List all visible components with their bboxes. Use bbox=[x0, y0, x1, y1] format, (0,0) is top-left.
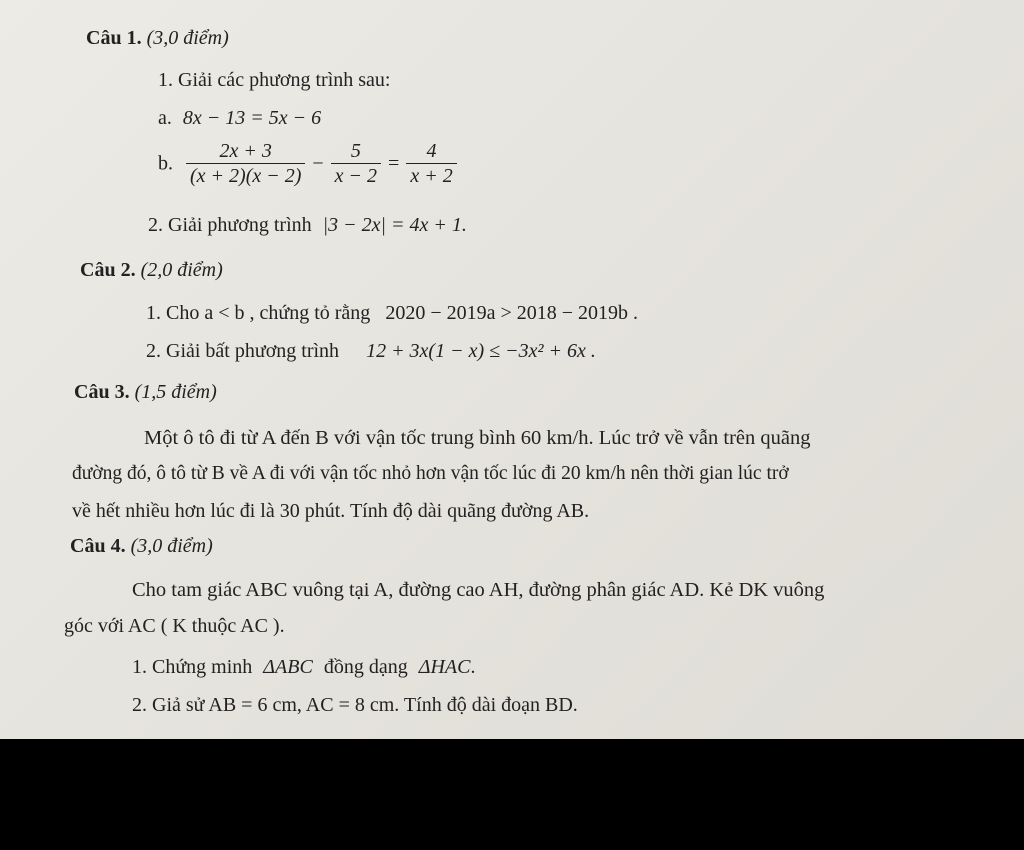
q2-item1 bbox=[146, 301, 638, 325]
q2-item2 bbox=[146, 339, 596, 363]
q1-b-fraction-2 bbox=[331, 139, 381, 188]
q4-triangle-hac: ΔHAC bbox=[418, 656, 471, 678]
q4-heading bbox=[70, 534, 213, 558]
q4-item1-text: 1. Chứng minh bbox=[132, 656, 253, 678]
q1-b-label: b. bbox=[158, 152, 173, 175]
q1-item-a bbox=[158, 106, 321, 130]
q1-b-f1-denominator: (x + 2)(x − 2) bbox=[190, 164, 302, 187]
q2-item1-inequality: 2020 − 2019a > 2018 − 2019b . bbox=[385, 302, 639, 324]
q2-heading bbox=[80, 258, 223, 282]
q1-b-minus: − bbox=[312, 152, 324, 175]
q3-heading bbox=[74, 380, 217, 404]
q2-item2-text: 2. Giải bất phương trình bbox=[146, 340, 340, 362]
q1-a-label: a. bbox=[158, 107, 172, 129]
q1-item2-text: 2. Giải phương trình bbox=[148, 214, 312, 236]
q3-line-1: Một ô tô đi từ A đến B với vận tốc trung bình 60 km/h. Lúc trở về vẫn trên quãng bbox=[144, 427, 811, 449]
q2-item2-inequality: 12 + 3x(1 − x) ≤ −3x² + 6x . bbox=[366, 340, 596, 362]
q2-points: (2,0 điểm) bbox=[140, 259, 223, 281]
q1-b-f1-numerator: 2x + 3 bbox=[186, 139, 305, 164]
q1-item2-equation: |3 − 2x| = 4x + 1. bbox=[322, 214, 467, 236]
q4-item1 bbox=[132, 655, 475, 679]
q3-title: Câu 3. bbox=[74, 381, 130, 403]
q1-b-fraction-1 bbox=[186, 139, 305, 188]
q1-b-equals: = bbox=[388, 152, 400, 175]
q4-line-2: góc với AC ( K thuộc AC ). bbox=[64, 615, 285, 637]
q4-title: Câu 4. bbox=[70, 535, 126, 557]
q1-b-f2-denominator: x − 2 bbox=[334, 164, 378, 187]
q1-title: Câu 1. bbox=[86, 27, 142, 49]
black-bar bbox=[0, 739, 1024, 850]
q1-a-equation: 8x − 13 = 5x − 6 bbox=[182, 107, 322, 129]
q1-heading bbox=[86, 26, 229, 50]
q1-b-f2-numerator: 5 bbox=[331, 139, 381, 164]
q4-line-1: Cho tam giác ABC vuông tại A, đường cao AH, đường phân giác AD. Kẻ DK vuông bbox=[132, 579, 825, 601]
q3-line-2: đường đó, ô tô từ B về A đi với vận tốc nhỏ hơn vận tốc lúc đi 20 km/h nên thời gian lúc trở bbox=[72, 463, 789, 484]
q3-line-3: về hết nhiều hơn lúc đi là 30 phút. Tính độ dài quãng đường AB. bbox=[72, 500, 590, 522]
q4-item1-end: . bbox=[470, 656, 476, 678]
q1-item1: 1. Giải các phương trình sau: bbox=[158, 69, 391, 91]
q3-points: (1,5 điểm) bbox=[134, 381, 217, 403]
q2-title: Câu 2. bbox=[80, 259, 136, 281]
q1-points: (3,0 điểm) bbox=[146, 27, 229, 49]
q1-item-b bbox=[158, 138, 459, 188]
q1-b-f3-denominator: x + 2 bbox=[410, 164, 453, 187]
q1-b-fraction-3 bbox=[406, 139, 456, 188]
q4-item2: 2. Giả sử AB = 6 cm, AC = 8 cm. Tính độ dài đoạn BD. bbox=[132, 694, 578, 716]
q2-item1-text: 1. Cho a < b , chứng tỏ rằng bbox=[146, 302, 371, 324]
q4-triangle-abc: ΔABC bbox=[263, 656, 313, 678]
q1-item2 bbox=[148, 213, 467, 237]
q1-b-f3-numerator: 4 bbox=[406, 139, 456, 164]
q4-item1-mid: đồng dạng bbox=[323, 656, 408, 678]
q4-points: (3,0 điểm) bbox=[130, 535, 213, 557]
